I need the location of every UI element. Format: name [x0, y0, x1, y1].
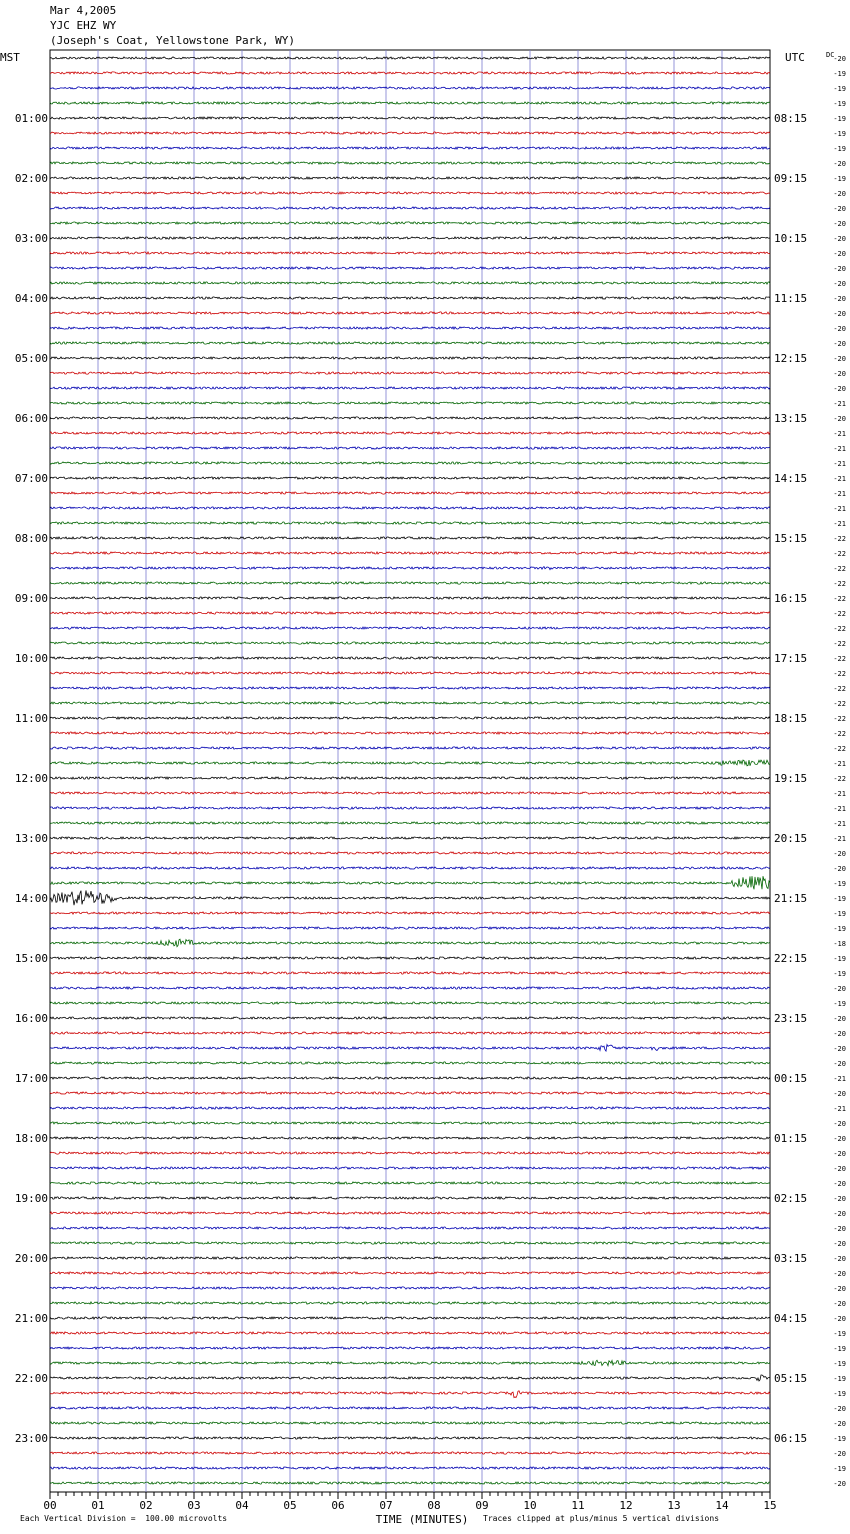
right-axis-label: UTC	[785, 51, 805, 64]
dc-offset-label: -20	[833, 1120, 846, 1128]
dc-offset-label: -21	[833, 475, 846, 483]
dc-offset-label: -20	[833, 415, 846, 423]
mst-hour-label: 06:00	[14, 412, 48, 425]
seismic-trace	[50, 507, 770, 509]
x-tick-label: 10	[523, 1499, 537, 1512]
x-tick-label: 15	[763, 1499, 777, 1512]
seismic-trace	[50, 147, 770, 149]
x-tick-label: 06	[331, 1499, 345, 1512]
dc-offset-label: -20	[833, 1030, 846, 1038]
seismic-trace	[50, 1332, 770, 1334]
dc-offset-label: -20	[833, 1210, 846, 1218]
seismic-trace	[50, 912, 770, 914]
dc-offset-label: -22	[833, 625, 846, 633]
mst-hour-label: 13:00	[14, 832, 48, 845]
seismic-trace	[50, 1272, 770, 1274]
seismic-trace	[50, 702, 770, 704]
utc-hour-label: 23:15	[774, 1012, 808, 1025]
dc-offset-label: -21	[833, 805, 846, 813]
dc-offset-label: -20	[833, 1135, 846, 1143]
seismic-trace	[50, 1360, 770, 1365]
seismic-trace	[50, 687, 770, 689]
dc-offset-label: -20	[833, 1060, 846, 1068]
dc-offset-label: -22	[833, 670, 846, 678]
dc-offset-label: -19	[833, 1330, 846, 1338]
seismic-trace	[50, 927, 770, 929]
seismic-trace	[50, 1002, 770, 1004]
seismic-trace	[50, 1482, 770, 1484]
mst-hour-label: 04:00	[14, 292, 48, 305]
seismic-trace	[50, 342, 770, 344]
dc-offset-label: -20	[833, 1225, 846, 1233]
dc-offset-label: -19	[833, 175, 846, 183]
seismic-trace	[50, 747, 770, 749]
seismic-trace	[50, 642, 770, 644]
dc-offset-label: -20	[833, 220, 846, 228]
seismic-trace	[50, 312, 770, 314]
clip-note: Traces clipped at plus/minus 5 vertical divisions	[483, 1514, 720, 1523]
mst-hour-label: 17:00	[14, 1072, 48, 1085]
mst-hour-label: 19:00	[14, 1192, 48, 1205]
dc-offset-label: -20	[833, 1420, 846, 1428]
x-tick-label: 00	[43, 1499, 57, 1512]
dc-offset-label: -20	[833, 280, 846, 288]
utc-hour-label: 04:15	[774, 1312, 808, 1325]
seismic-trace	[50, 537, 770, 539]
seismic-trace	[50, 267, 770, 269]
x-tick-label: 07	[379, 1499, 393, 1512]
mst-hour-label: 01:00	[14, 112, 48, 125]
dc-offset-label: -22	[833, 685, 846, 693]
mst-hour-label: 12:00	[14, 772, 48, 785]
dc-offset-label: -19	[833, 85, 846, 93]
seismic-trace	[50, 1422, 770, 1424]
seismic-trace	[50, 852, 770, 854]
seismic-trace	[50, 357, 770, 359]
seismic-trace	[50, 492, 770, 494]
dc-offset-label: -21	[833, 820, 846, 828]
dc-offset-label: -22	[833, 565, 846, 573]
seismic-trace	[50, 939, 770, 947]
dc-offset-label: -20	[833, 1015, 846, 1023]
dc-offset-label: -21	[833, 1105, 846, 1113]
utc-hour-label: 17:15	[774, 652, 808, 665]
utc-hour-label: 02:15	[774, 1192, 808, 1205]
dc-offset-label: -20	[833, 1195, 846, 1203]
dc-offset-label: -20	[833, 250, 846, 258]
seismic-trace	[50, 1122, 770, 1124]
dc-offset-label: -20	[833, 55, 846, 63]
dc-offset-label: -20	[833, 190, 846, 198]
utc-hour-label: 14:15	[774, 472, 808, 485]
seismic-trace	[50, 1317, 770, 1319]
dc-offset-label: -21	[833, 760, 846, 768]
dc-offset-label: -20	[833, 1240, 846, 1248]
seismic-trace	[50, 582, 770, 584]
x-tick-label: 13	[667, 1499, 681, 1512]
mst-hour-label: 02:00	[14, 172, 48, 185]
seismic-trace	[50, 612, 770, 614]
seismic-trace	[50, 1107, 770, 1109]
plot-frame	[50, 50, 770, 1492]
seismic-trace	[50, 987, 770, 989]
dc-offset-label: -20	[833, 1285, 846, 1293]
seismic-trace	[50, 1375, 770, 1381]
seismic-trace	[50, 1391, 770, 1398]
dc-offset-label: -22	[833, 715, 846, 723]
x-tick-label: 14	[715, 1499, 729, 1512]
dc-offset-label: -20	[833, 1180, 846, 1188]
mst-hour-label: 21:00	[14, 1312, 48, 1325]
seismic-trace	[50, 1437, 770, 1439]
seismic-trace	[50, 1302, 770, 1304]
header-date: Mar 4,2005	[50, 4, 117, 17]
seismic-trace	[50, 1257, 770, 1259]
scale-note: Each Vertical Division = 100.00 microvolts	[20, 1514, 228, 1523]
dc-offset-label: -19	[833, 1465, 846, 1473]
dc-offset-label: -20	[833, 1255, 846, 1263]
dc-offset-label: -22	[833, 745, 846, 753]
seismic-trace	[50, 867, 770, 869]
dc-offset-label: -20	[833, 1165, 846, 1173]
seismic-trace	[50, 1152, 770, 1154]
mst-hour-label: 08:00	[14, 532, 48, 545]
utc-hour-label: 00:15	[774, 1072, 808, 1085]
seismic-trace	[50, 567, 770, 570]
seismic-trace	[50, 837, 770, 839]
seismic-trace	[50, 447, 770, 449]
seismic-trace	[50, 657, 770, 659]
dc-offset-label: -20	[833, 265, 846, 273]
mst-hour-label: 11:00	[14, 712, 48, 725]
seismic-trace	[50, 222, 770, 224]
seismic-trace	[50, 477, 770, 479]
utc-hour-label: 05:15	[774, 1372, 808, 1385]
x-tick-label: 09	[475, 1499, 489, 1512]
dc-offset-label: -20	[833, 865, 846, 873]
seismic-trace	[50, 387, 770, 389]
seismic-trace	[50, 1347, 770, 1349]
seismic-trace	[50, 432, 770, 434]
dc-offset-label: -20	[833, 1300, 846, 1308]
utc-hour-label: 13:15	[774, 412, 808, 425]
dc-offset-label: -22	[833, 595, 846, 603]
dc-offset-label: -21	[833, 490, 846, 498]
x-tick-label: 12	[619, 1499, 633, 1512]
dc-offset-label: -21	[833, 400, 846, 408]
mst-hour-label: 20:00	[14, 1252, 48, 1265]
seismic-trace	[50, 1137, 770, 1139]
seismic-trace	[50, 1077, 770, 1079]
mst-hour-label: 16:00	[14, 1012, 48, 1025]
dc-offset-label: -19	[833, 1390, 846, 1398]
seismic-trace	[50, 1407, 770, 1409]
left-axis-label: MST	[0, 51, 20, 64]
dc-offset-label: -22	[833, 775, 846, 783]
dc-offset-label: -22	[833, 580, 846, 588]
seismic-trace	[50, 1032, 770, 1034]
seismic-trace	[50, 252, 770, 254]
seismic-trace	[50, 1467, 770, 1469]
mst-hour-label: 23:00	[14, 1432, 48, 1445]
seismic-trace	[50, 1182, 770, 1184]
dc-offset-label: -20	[833, 1450, 846, 1458]
seismic-trace	[50, 1062, 770, 1064]
dc-offset-label: -20	[833, 850, 846, 858]
dc-offset-label: -20	[833, 1405, 846, 1413]
dc-offset-label: -21	[833, 445, 846, 453]
x-tick-label: 03	[187, 1499, 201, 1512]
seismic-trace	[50, 102, 770, 104]
seismic-trace	[50, 72, 770, 74]
mst-hour-label: 18:00	[14, 1132, 48, 1145]
utc-hour-label: 06:15	[774, 1432, 808, 1445]
utc-hour-label: 03:15	[774, 1252, 808, 1265]
seismic-trace	[50, 792, 770, 794]
dc-offset-label: -19	[833, 955, 846, 963]
seismic-trace	[50, 522, 770, 524]
seismic-trace	[50, 1212, 770, 1214]
dc-offset-label: -19	[833, 1345, 846, 1353]
seismic-trace	[50, 1197, 770, 1199]
seismic-trace	[50, 1017, 770, 1019]
seismic-trace	[50, 1242, 770, 1244]
dc-offset-label: -20	[833, 325, 846, 333]
seismic-trace	[50, 207, 770, 209]
dc-offset-label: -20	[833, 1090, 846, 1098]
dc-offset-label: -21	[833, 460, 846, 468]
dc-offset-label: -22	[833, 700, 846, 708]
seismic-trace	[50, 327, 770, 329]
dc-offset-label: -22	[833, 550, 846, 558]
utc-hour-label: 12:15	[774, 352, 808, 365]
seismic-trace	[50, 672, 770, 674]
dc-offset-label: -20	[833, 1150, 846, 1158]
mst-hour-label: 14:00	[14, 892, 48, 905]
dc-offset-label: -21	[833, 520, 846, 528]
utc-hour-label: 18:15	[774, 712, 808, 725]
seismic-trace	[50, 417, 770, 419]
dc-offset-label: -19	[833, 115, 846, 123]
seismic-trace	[50, 162, 770, 164]
dc-offset-label: -19	[833, 880, 846, 888]
header-station: YJC EHZ WY	[50, 19, 117, 32]
dc-offset-label: -18	[833, 940, 846, 948]
seismic-trace	[50, 192, 770, 194]
dc-offset-label: -20	[833, 160, 846, 168]
seismic-trace	[50, 402, 770, 404]
seismic-trace	[50, 1452, 770, 1454]
utc-hour-label: 10:15	[774, 232, 808, 245]
dc-offset-label: -21	[833, 505, 846, 513]
seismic-trace	[50, 1287, 770, 1289]
dc-offset-label: -21	[833, 835, 846, 843]
dc-offset-label: -20	[833, 235, 846, 243]
utc-hour-label: 22:15	[774, 952, 808, 965]
seismic-trace	[50, 1045, 770, 1052]
dc-offset-label: -19	[833, 895, 846, 903]
dc-offset-label: -20	[833, 1480, 846, 1488]
dc-offset-label: -20	[833, 310, 846, 318]
seismic-trace	[50, 117, 770, 119]
seismic-trace	[50, 132, 770, 134]
seismic-trace	[50, 237, 770, 239]
x-tick-label: 11	[571, 1499, 585, 1512]
seismic-trace	[50, 297, 770, 299]
x-tick-label: 02	[139, 1499, 153, 1512]
mst-hour-label: 05:00	[14, 352, 48, 365]
dc-offset-label: -20	[833, 295, 846, 303]
dc-offset-label: -22	[833, 730, 846, 738]
seismic-trace	[50, 597, 770, 599]
x-axis-title: TIME (MINUTES)	[375, 1513, 469, 1526]
dc-offset-label: -20	[833, 385, 846, 393]
seismic-trace	[50, 1092, 770, 1094]
utc-hour-label: 11:15	[774, 292, 808, 305]
seismic-trace	[50, 732, 770, 734]
dc-offset-label: -19	[833, 1360, 846, 1368]
x-tick-label: 04	[235, 1499, 249, 1512]
seismic-trace	[50, 1167, 770, 1169]
seismic-trace	[50, 1227, 770, 1229]
seismic-trace	[50, 717, 770, 719]
seismic-trace	[50, 822, 770, 824]
utc-hour-label: 08:15	[774, 112, 808, 125]
dc-offset-label: -19	[833, 130, 846, 138]
seismic-trace	[50, 876, 770, 889]
x-tick-label: 08	[427, 1499, 441, 1512]
mst-hour-label: 15:00	[14, 952, 48, 965]
seismic-trace	[50, 807, 770, 809]
dc-offset-label: -19	[833, 1435, 846, 1443]
dc-offset-label: -20	[833, 205, 846, 213]
seismic-trace	[50, 372, 770, 374]
seismic-trace	[50, 177, 770, 179]
seismic-trace	[50, 777, 770, 779]
seismic-trace	[50, 760, 770, 766]
seismic-trace	[50, 282, 770, 284]
mst-hour-label: 10:00	[14, 652, 48, 665]
dc-offset-label: -19	[833, 70, 846, 78]
utc-hour-label: 15:15	[774, 532, 808, 545]
dc-offset-label: -19	[833, 100, 846, 108]
utc-hour-label: 21:15	[774, 892, 808, 905]
utc-hour-label: 16:15	[774, 592, 808, 605]
seismic-trace	[50, 87, 770, 89]
utc-hour-label: 19:15	[774, 772, 808, 785]
dc-offset-label: -19	[833, 145, 846, 153]
x-tick-label: 01	[91, 1499, 105, 1512]
dc-offset-label: -22	[833, 535, 846, 543]
mst-hour-label: 03:00	[14, 232, 48, 245]
dc-offset-label: -19	[833, 970, 846, 978]
dc-offset-label: -21	[833, 430, 846, 438]
dc-offset-label: -19	[833, 1375, 846, 1383]
utc-hour-label: 01:15	[774, 1132, 808, 1145]
dc-offset-label: -21	[833, 1075, 846, 1083]
x-tick-label: 05	[283, 1499, 297, 1512]
header-location: (Joseph's Coat, Yellowstone Park, WY)	[50, 34, 296, 47]
dc-offset-label: -20	[833, 370, 846, 378]
seismic-trace	[50, 57, 770, 59]
seismic-trace	[50, 972, 770, 974]
seismic-trace	[50, 552, 770, 554]
mst-hour-label: 07:00	[14, 472, 48, 485]
dc-offset-label: -22	[833, 655, 846, 663]
dc-offset-label: -20	[833, 355, 846, 363]
dc-offset-label: -20	[833, 985, 846, 993]
mst-hour-label: 22:00	[14, 1372, 48, 1385]
dc-header-label: DC	[826, 51, 835, 59]
dc-offset-label: -22	[833, 610, 846, 618]
dc-offset-label: -21	[833, 790, 846, 798]
utc-hour-label: 20:15	[774, 832, 808, 845]
dc-offset-label: -19	[833, 910, 846, 918]
dc-offset-label: -20	[833, 1270, 846, 1278]
mst-hour-label: 09:00	[14, 592, 48, 605]
dc-offset-label: -19	[833, 1000, 846, 1008]
dc-offset-label: -19	[833, 925, 846, 933]
seismic-trace	[50, 890, 770, 905]
utc-hour-label: 09:15	[774, 172, 808, 185]
dc-offset-label: -20	[833, 1315, 846, 1323]
dc-offset-label: -20	[833, 1045, 846, 1053]
dc-offset-label: -22	[833, 640, 846, 648]
seismic-trace	[50, 957, 770, 959]
dc-offset-label: -20	[833, 340, 846, 348]
seismic-trace	[50, 627, 770, 629]
seismic-trace	[50, 462, 770, 464]
